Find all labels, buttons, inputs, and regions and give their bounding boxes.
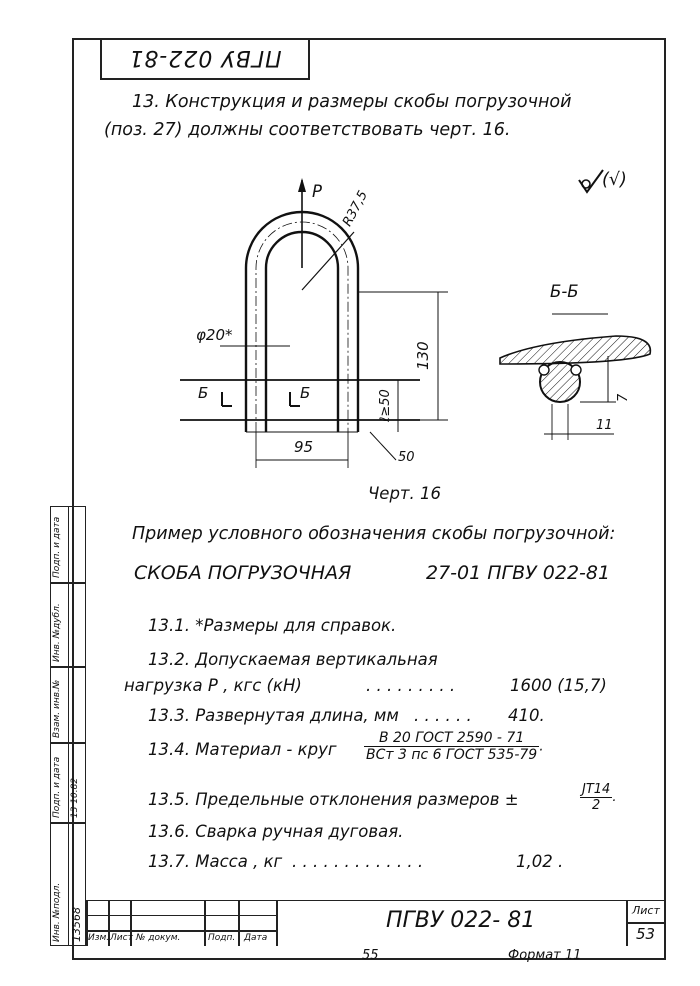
material-end: .	[539, 738, 544, 755]
side-inv-number: 13568	[70, 907, 83, 942]
item-13-3-value: 410.	[508, 706, 545, 725]
side-label-sign-date-2: Подп. и дата	[52, 516, 62, 578]
load-arrow-icon	[298, 178, 306, 192]
top-stamp-text: ПГВУ 022-81	[128, 45, 282, 70]
sheet-label: Лист	[632, 904, 660, 917]
col-sheet: Лист	[110, 933, 133, 943]
dim-11-label: 11	[596, 418, 613, 433]
material-grade: В 20 ГОСТ 2590 - 71	[364, 730, 539, 747]
dim-7-label: 7	[616, 393, 631, 402]
heading-line2: (поз. 27) должны соответствовать черт. 16.	[104, 120, 511, 140]
item-13-7-value: 1,02 .	[516, 852, 564, 871]
side-label-sign-date-1: Подп. и дата	[52, 756, 62, 818]
tolerance-class: JT14	[582, 782, 611, 797]
tolerance-end: .	[612, 790, 617, 805]
top-stamp	[100, 38, 310, 80]
item-13-5: 13.5. Предельные отклонения размеров ±	[148, 790, 519, 809]
load-label: P	[312, 182, 322, 201]
item-13-7: 13.7. Масса , кг	[148, 852, 283, 871]
side-label-inv-no: Инв. №подл.	[52, 882, 62, 942]
item-13-6: 13.6. Сварка ручная дуговая.	[148, 822, 404, 841]
radius-label: R37,5	[340, 188, 372, 230]
item-13-2: 13.2. Допускаемая вертикальная	[148, 650, 438, 669]
diameter-label: φ20*	[196, 326, 233, 344]
page-number: 55	[362, 948, 379, 963]
sheet-number: 53	[636, 925, 656, 943]
section-drawing	[496, 308, 666, 448]
section-title: Б-Б	[550, 282, 579, 301]
side-stamp	[50, 506, 86, 946]
plate-section	[500, 336, 650, 364]
designation-code: 27-01 ПГВУ 022-81	[426, 562, 611, 584]
heading-line1: 13. Конструкция и размеры скобы погрузочной	[132, 92, 572, 112]
roughness-note: (√)	[602, 170, 627, 190]
item-13-2-load: нагрузка Р , кгс (кН)	[124, 676, 302, 695]
side-date: 13 10.82	[70, 777, 80, 818]
item-13-4: 13.4. Материал - круг	[148, 740, 337, 759]
section-mark-right: Б	[300, 384, 311, 402]
item-13-5-tolerance	[580, 782, 616, 813]
radius-leader	[302, 232, 354, 290]
col-change: Изм.	[88, 933, 110, 943]
section-mark-left: Б	[198, 384, 209, 402]
item-13-3-dots: . . . . . .	[414, 706, 472, 725]
title-doc-code: ПГВУ 022- 81	[386, 908, 536, 933]
tolerance-divisor: 2	[592, 798, 601, 813]
item-13-7-dots: . . . . . . . . . . . . .	[292, 852, 424, 871]
col-sign: Подп.	[208, 933, 236, 943]
dim-l-label: ℓ≥50	[378, 389, 393, 422]
dim-95-label: 95	[294, 438, 314, 456]
designation-name: СКОБА ПОГРУЗОЧНАЯ	[134, 562, 352, 584]
item-13-1: 13.1. *Размеры для справок.	[148, 616, 397, 635]
material-steel: ВСт 3 пс 6 ГОСТ 535-79	[366, 747, 538, 763]
dim-130-label: 130	[414, 341, 432, 370]
weld-label: 50	[398, 450, 415, 465]
format-label: Формат 11	[508, 948, 582, 963]
side-label-replace-inv: Взам. инв.№	[52, 679, 62, 738]
item-13-3: 13.3. Развернутая длина, мм	[148, 706, 399, 725]
figure-caption: Черт. 16	[368, 484, 442, 503]
item-13-2-value: 1600 (15,7)	[510, 676, 607, 695]
example-title: Пример условного обозначения скобы погрузочной:	[132, 524, 616, 544]
bracket-drawing	[180, 170, 480, 470]
col-doc-no: № докум.	[136, 933, 181, 943]
weld-leader	[370, 432, 396, 460]
item-13-4-material	[364, 730, 544, 763]
title-block	[86, 900, 666, 946]
col-date: Дата	[244, 933, 268, 943]
side-label-dup-inv: Инв. №дубл.	[52, 603, 62, 662]
item-13-2-dots: . . . . . . . . .	[366, 676, 456, 695]
